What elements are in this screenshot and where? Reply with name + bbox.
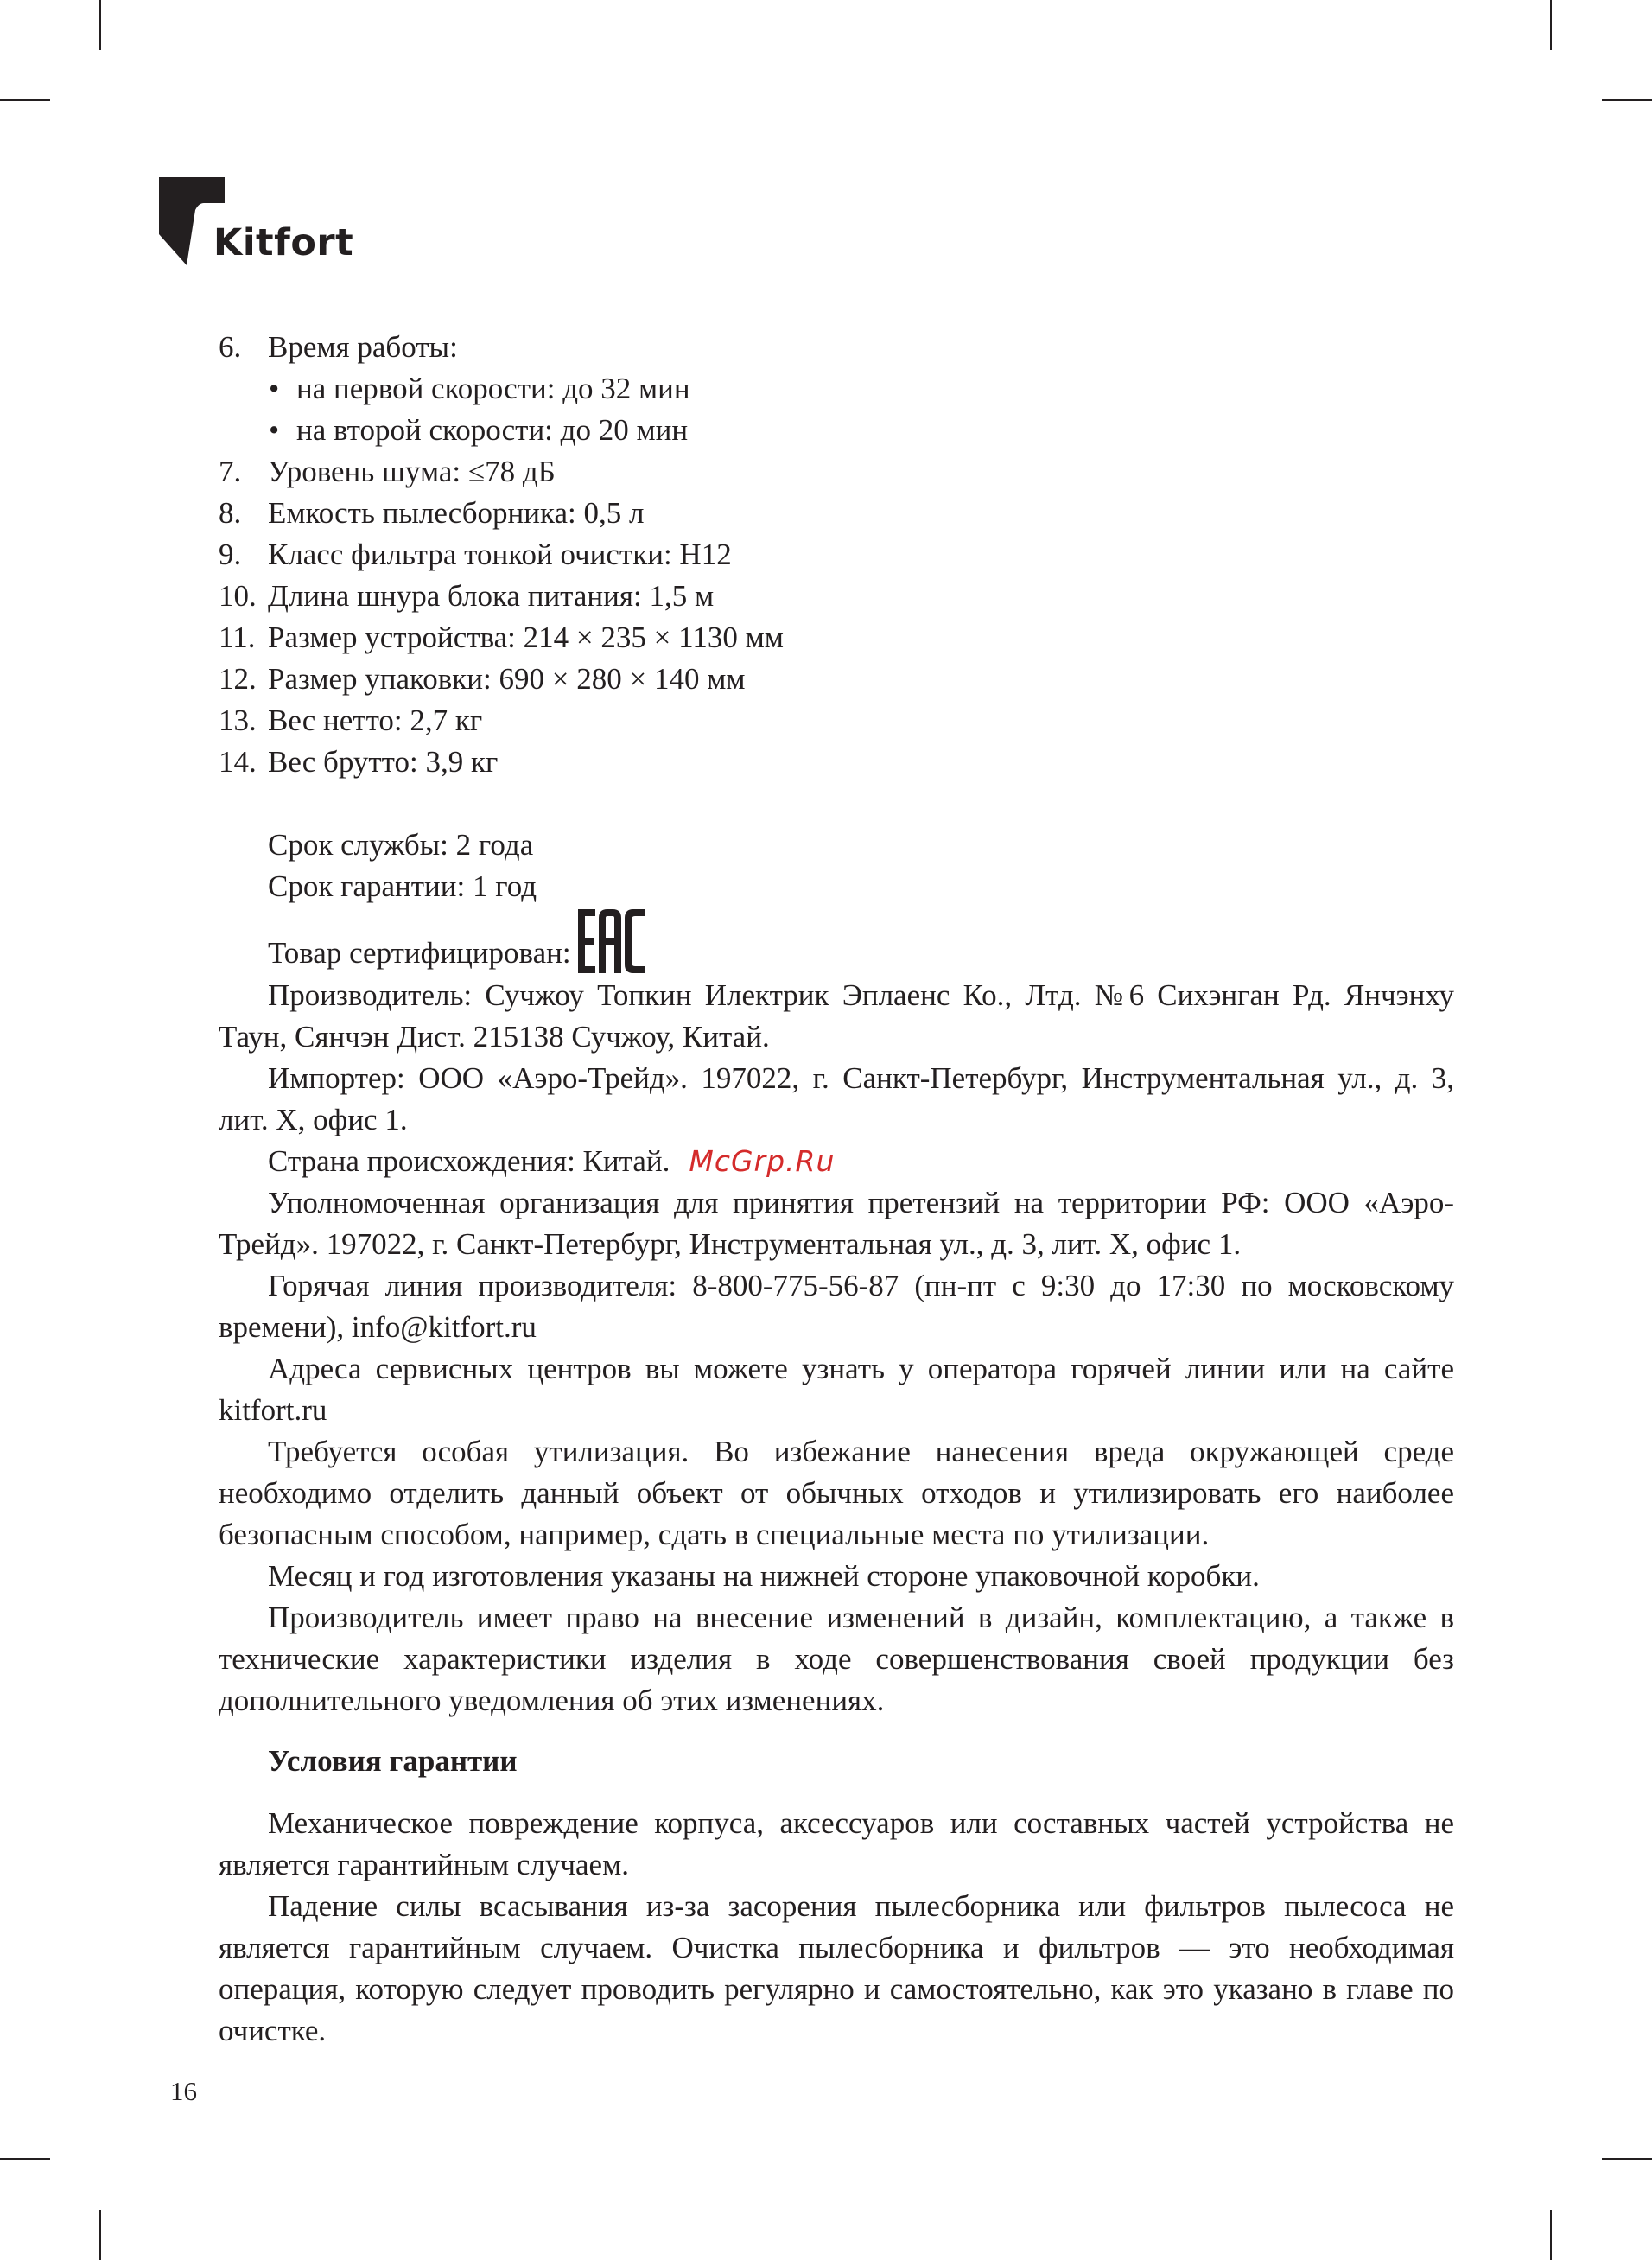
- crop-mark: [99, 0, 101, 50]
- crop-mark: [1602, 99, 1652, 101]
- spec-item: 6. Время работы:: [219, 330, 458, 364]
- manufacturer: Производитель: Сучжоу Топкин Илектрик Эплаенс Ко., Лтд. №6 Сихэнган Рд. Янчэнху Таун, Сянчэн Дист. 215138 Сучжоу, Китай.: [219, 978, 1454, 1054]
- disposal: Требуется особая утилизация. Во избежание нанесения вреда окружающей среде необходимо отделить данный объект от обычных отходов и утилизировать его наиболее безопасным способом, например, сдать в специальные места по утилизации.: [219, 1435, 1454, 1551]
- watermark: McGrp.Ru: [689, 1144, 836, 1178]
- origin-line: Страна происхождения: Китай. McGrp.Ru: [268, 1144, 836, 1178]
- crop-mark: [99, 2210, 101, 2260]
- spec-item: 7. Уровень шума: ≤78 дБ: [219, 455, 556, 488]
- crop-mark: [1602, 2158, 1652, 2160]
- brand-name: Kitfort: [213, 221, 354, 264]
- bullet-icon: •: [269, 372, 280, 405]
- page-content: [219, 327, 1454, 2052]
- bullet-icon: •: [269, 413, 280, 447]
- spec-item: 11. Размер устройства: 214 × 235 × 1130 мм: [219, 621, 784, 654]
- authorized-organization: Уполномоченная организация для принятия претензий на территории РФ: ООО «Аэро-Трейд». 197022, г. Санкт-Петербург, Инструментальная ул., д. 3, лит. Х, офис 1.: [219, 1186, 1454, 1261]
- crop-mark: [1550, 0, 1552, 50]
- crop-mark: [1550, 2210, 1552, 2260]
- importer: Импортер: ООО «Аэро-Трейд». 197022, г. Санкт-Петербург, Инструментальная ул., д. 3, лит. Х, офис 1.: [219, 1061, 1454, 1136]
- spec-item: 14. Вес брутто: 3,9 кг: [219, 745, 499, 779]
- page-number: 16: [170, 2076, 197, 2106]
- service-life: Срок службы: 2 года: [268, 828, 534, 862]
- eac-mark-icon: [576, 907, 647, 975]
- spec-item: 12. Размер упаковки: 690 × 280 × 140 мм: [219, 662, 746, 696]
- warranty-heading: Условия гарантии: [268, 1744, 518, 1778]
- hotline: Горячая линия производителя: 8-800-775-56-87 (пн-пт с 9:30 до 17:30 по московскому времени), info@kitfort.ru: [219, 1269, 1454, 1344]
- spec-item: 8. Емкость пылесборника: 0,5 л: [219, 496, 645, 530]
- design-changes: Производитель имеет право на внесение изменений в дизайн, комплектацию, а также в технические характеристики изделия в ходе совершенствования своей продукции без дополнительного уведомления об этих изменениях.: [219, 1601, 1454, 1717]
- crop-mark: [0, 99, 50, 101]
- runtime-bullet: • на второй скорости: до 20 мин: [219, 410, 1454, 451]
- runtime-bullet: • на первой скорости: до 32 мин: [219, 368, 1454, 410]
- crop-mark: [0, 2158, 50, 2160]
- warranty-paragraph: Механическое повреждение корпуса, аксессуаров или составных частей устройства не является гарантийным случаем.: [219, 1806, 1454, 1881]
- service-centers: Адреса сервисных центров вы можете узнать у оператора горячей линии или на сайте kitfort.ru: [219, 1352, 1454, 1427]
- certification-line: Товар сертифицирован:: [219, 907, 1454, 975]
- manufacture-date: Месяц и год изготовления указаны на нижней стороне упаковочной коробки.: [268, 1559, 1260, 1593]
- spec-item: 10. Длина шнура блока питания: 1,5 м: [219, 579, 715, 613]
- warranty-period: Срок гарантии: 1 год: [268, 869, 537, 903]
- spec-item: 13. Вес нетто: 2,7 кг: [219, 703, 483, 737]
- spec-item: 9. Класс фильтра тонкой очистки: H12: [219, 538, 732, 571]
- spacer: [219, 783, 1454, 824]
- warranty-paragraph: Падение силы всасывания из-за засорения пылесборника или фильтров пылесоса не является гарантийным случаем. Очистка пылесборника и фильтров — это необходимая операция, которую следует проводить регулярно и самостоятельно, как это указано в главе по очистке.: [219, 1889, 1454, 2047]
